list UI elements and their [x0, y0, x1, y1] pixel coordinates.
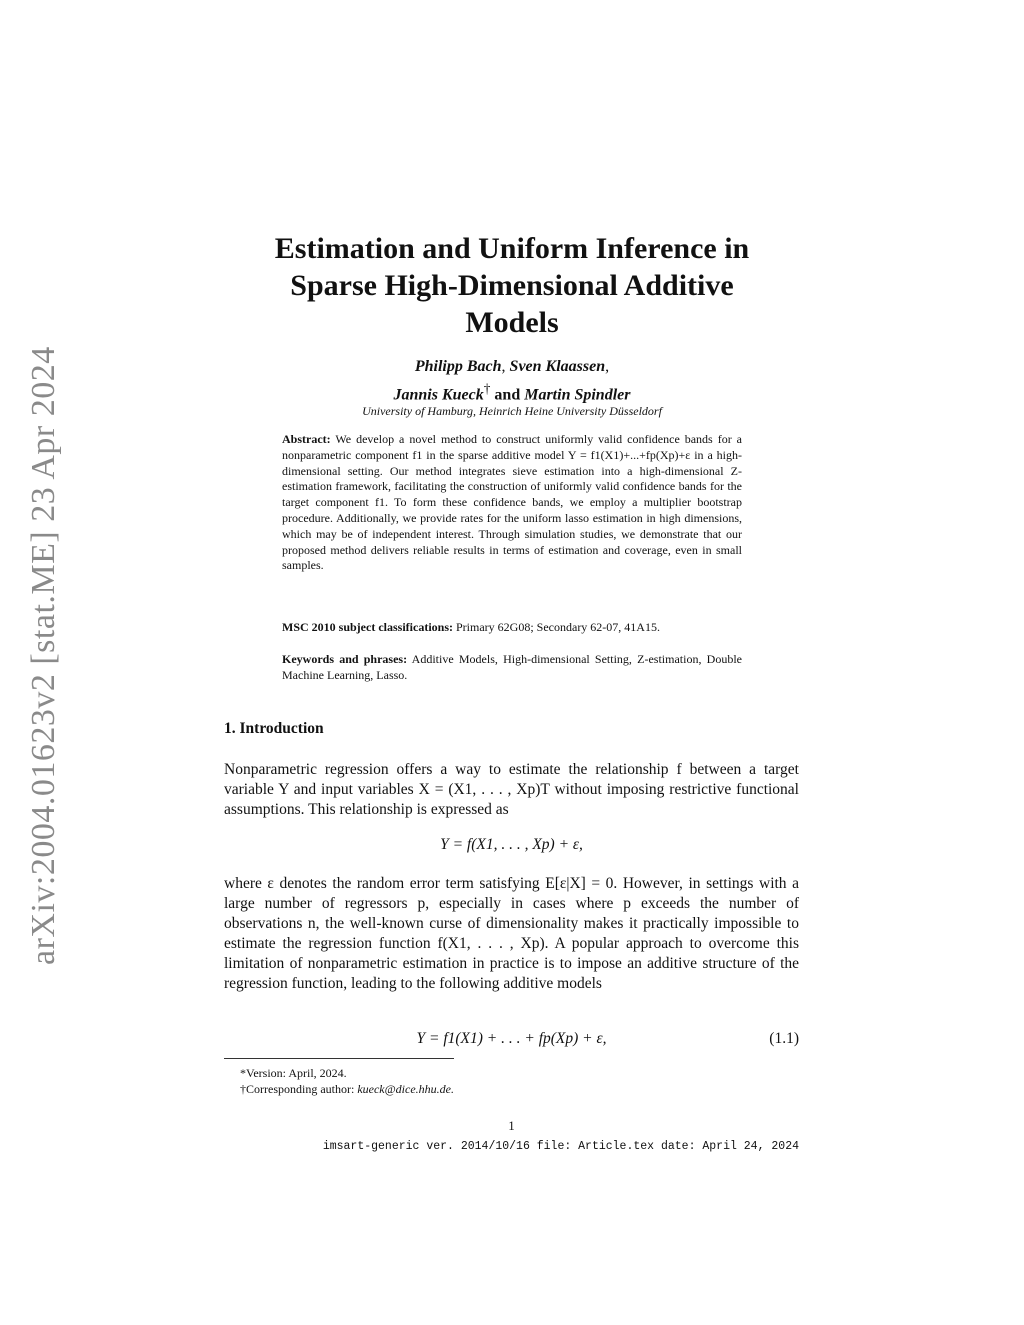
equation-regression	[224, 836, 799, 854]
keywords-text: Additive Models, High-dimensional Setting, Z-estimation, Double Machine Learning, Lasso.	[282, 652, 742, 682]
equation-regression-text: Y = f(X1, . . . , Xp) + ε,	[440, 836, 583, 853]
paper-title	[224, 230, 800, 341]
equation-additive-model	[224, 1030, 799, 1048]
author-and: and	[494, 386, 521, 404]
title-line-1: Estimation and Uniform Inference in	[274, 232, 750, 265]
imsart-footer: imsart-generic ver. 2014/10/16 file: Article.tex date: April 24, 2024	[322, 1140, 799, 1153]
author-spindler: Martin Spindler	[524, 386, 631, 404]
footnote-corresponding-label: †Corresponding author:	[240, 1082, 355, 1096]
intro-paragraph-1: Nonparametric regression offers a way to estimate the relationship f between a target variable Y and input variables X = (X1, . . . , Xp)T without imposing restrictive functional assumptions. This relationship is expressed as	[224, 761, 799, 818]
author-bach: Philipp Bach	[414, 358, 502, 375]
abstract-label: Abstract:	[282, 432, 331, 446]
msc-label: MSC 2010 subject classifications:	[282, 620, 453, 634]
footnote-corresponding	[240, 1082, 454, 1097]
title-line-3: Models	[465, 306, 559, 339]
footnote-email[interactable]: kueck@dice.hhu.de.	[357, 1082, 454, 1096]
title-line-2: Sparse High-Dimensional Additive	[290, 269, 734, 302]
abstract-text: We develop a novel method to construct uniformly valid confidence bands for a nonparametric component f1 in the sparse additive model Y = f1(X1)+...+fp(Xp)+ε in a high-dimensional setting. Our method integrates sieve estimation into a high-dimensional Z-estimation framework, facilitating the construction of uniformly valid confidence bands for the target component f1. To form these confidence bands, we employ a multiplier bootstrap procedure. Additionally, we provide rates for the uniform lasso estimation in high dimensions, which may be of independent interest. Through simulation studies, we demonstrate that our proposed method delivers reliable results in terms of estimation and coverage, even in small samples.	[282, 432, 742, 573]
arxiv-identifier: arXiv:2004.01623v2 [stat.ME] 23 Apr 2024	[25, 346, 62, 965]
page-number: 1	[508, 1118, 515, 1133]
footnote-version: *Version: April, 2024.	[240, 1066, 347, 1080]
keywords	[282, 652, 742, 684]
equation-number: (1.1)	[769, 1030, 799, 1047]
equation-additive-text: Y = f1(X1) + . . . + fp(Xp) + ε,	[416, 1030, 607, 1047]
author-klaassen: Sven Klaassen	[509, 358, 606, 375]
author-list: Philipp Bach, Sven Klaassen, Jannis Kueck† and Martin Spindler	[393, 358, 631, 404]
keywords-label: Keywords and phrases:	[282, 652, 408, 666]
author-kueck: Jannis Kueck	[393, 386, 484, 404]
footnote-rule	[224, 1058, 454, 1059]
intro-paragraph-2: where ε denotes the random error term satisfying E[ε|X] = 0. However, in settings with a large number of regressors p, especially in cases where p exceeds the number of observations n, the well-known curse of dimensionality makes it practically impossible to estimate the regression function f(X1, . . . , Xp). A popular approach to overcome this limitation of nonparametric estimation in practice is to impose an additive structure of the regression function, leading to the following additive models	[224, 875, 799, 992]
section-heading-introduction: 1. Introduction	[224, 720, 324, 737]
author-kueck-mark: †	[483, 381, 491, 396]
msc-classifications	[282, 620, 742, 636]
msc-text: Primary 62G08; Secondary 62-07, 41A15.	[456, 620, 660, 634]
affiliation: University of Hamburg, Heinrich Heine University Düsseldorf	[362, 404, 662, 418]
abstract	[282, 432, 742, 574]
